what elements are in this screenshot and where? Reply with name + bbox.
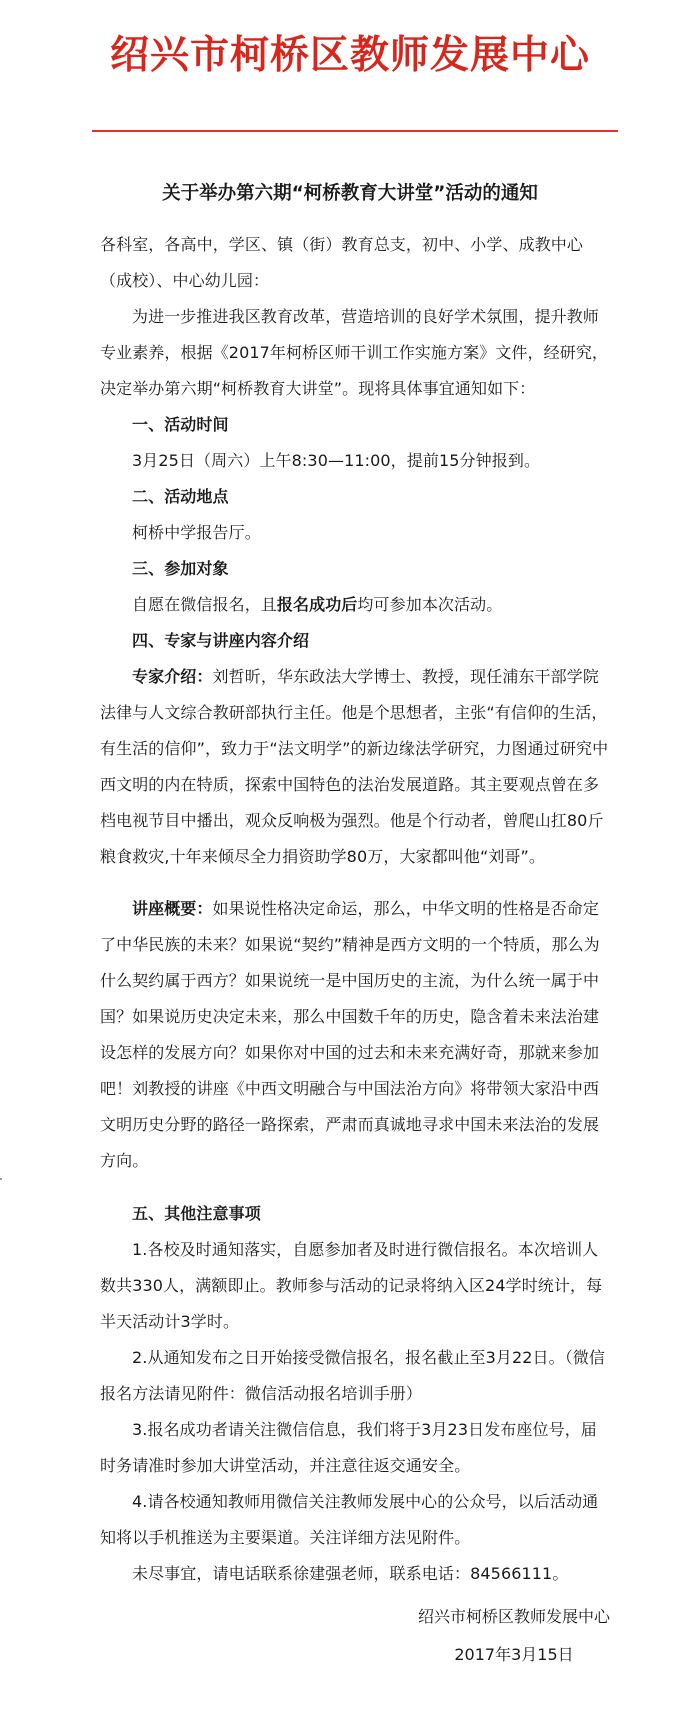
margin-mark (0, 1178, 2, 1180)
note-item: 3.报名成功者请关注微信信息，我们将于3月23日发布座位号，届时务请准时参加大讲堂活动，并注意往返交通安全。 (100, 1420, 597, 1475)
section-heading-time: 一、活动时间 (132, 415, 229, 434)
note-item: 1.各校及时通知落实，自愿参加者及时进行微信报名。本次培训人数共330人，满额即止。教师参与活动的记录将纳入区24学时统计，每半天活动计3学时。 (100, 1240, 603, 1331)
participants-text-end: 均可参加本次活动。 (357, 595, 503, 614)
expert-text: 刘哲昕，华东政法大学博士、教授，现任浦东干部学院法律与人文综合教研部执行主任。他是个思想者，主张“有信仰的生活，有生活的信仰”，致力于“法文明学”的新边缘法学研究，力图通过研究中西文明的内在特质，探索中国特色的法治发展道路。其主要观点曾在多档电视节目中播出，观众反响极为强烈。他是个行动者，曾爬山扛80斤粮食救灾,十年来倾尽全力捐资助学80万，大家都叫他“刘哥”。 (100, 667, 609, 866)
org-header-title: 绍兴市柯桥区教师发展中心 (109, 33, 590, 78)
note-item: 2.从通知发布之日开始接受微信报名，报名截止至3月22日。（微信报名方法请见附件：微信活动报名培训手册） (100, 1348, 606, 1403)
notice-body (100, 227, 610, 1592)
notice-title: 关于举办第六期“柯桥教育大讲堂”活动的通知 (162, 183, 538, 204)
lecture-text: 如果说性格决定命运，那么，中华文明的性格是否命定了中华民族的未来？如果说“契约”精神是西方文明的一个特质，那么为什么契约属于西方？如果说统一是中国历史的主流，为什么统一属于中国？如果说历史决定未来，那么中国数千年的历史，隐含着未来法治建设怎样的发展方向？如果你对中国的过去和未来充满好奇，那就来参加吧！刘教授的讲座《中西文明融合与中国法治方向》将带领大家沿中西文明历史分野的路径一路探索，严肃而真诚地寻求中国未来法治的发展方向。 (100, 899, 600, 1170)
participants-text-start: 自愿在微信报名，且 (132, 595, 277, 614)
lecture-label: 讲座概要： (132, 899, 213, 918)
lecture-summary-paragraph (100, 891, 610, 1179)
section-text-location: 柯桥中学报告厅。 (132, 523, 261, 542)
intro-paragraph: 为进一步推进我区教育改革，营造培训的良好学术氛围，提升教师专业素养，根据《2017年柯桥区师干训工作实施方案》文件，经研究，决定举办第六期“柯桥教育大讲堂”。现将具体事宜通知如下： (100, 307, 609, 398)
signature-block (418, 1598, 610, 1674)
header-divider (92, 130, 618, 132)
closing-line: 未尽事宜，请电话联系徐建强老师，联系电话：84566111。 (132, 1564, 569, 1583)
signature-date: 2017年3月15日 (454, 1645, 574, 1664)
expert-label: 专家介绍： (132, 667, 213, 686)
section-heading-expert: 四、专家与讲座内容介绍 (132, 631, 310, 650)
recipients: 各科室，各高中，学区、镇（街）教育总支，初中、小学、成教中心（成校）、中心幼儿园： (100, 235, 584, 290)
section-heading-participants: 三、参加对象 (132, 559, 229, 578)
note-item: 4.请各校通知教师用微信关注教师发展中心的公众号，以后活动通知将以手机推送为主要渠道。关注详细方法见附件。 (100, 1492, 599, 1547)
signature-org: 绍兴市柯桥区教师发展中心 (417, 1607, 610, 1626)
section-heading-location: 二、活动地点 (132, 487, 229, 506)
section-text-time: 3月25日（周六）上午8:30—11:00，提前15分钟报到。 (132, 451, 541, 470)
participants-emphasis: 报名成功后 (276, 595, 358, 614)
section-text-participants (100, 587, 610, 623)
section-heading-notes: 五、其他注意事项 (132, 1204, 261, 1223)
expert-intro-paragraph (100, 659, 610, 875)
